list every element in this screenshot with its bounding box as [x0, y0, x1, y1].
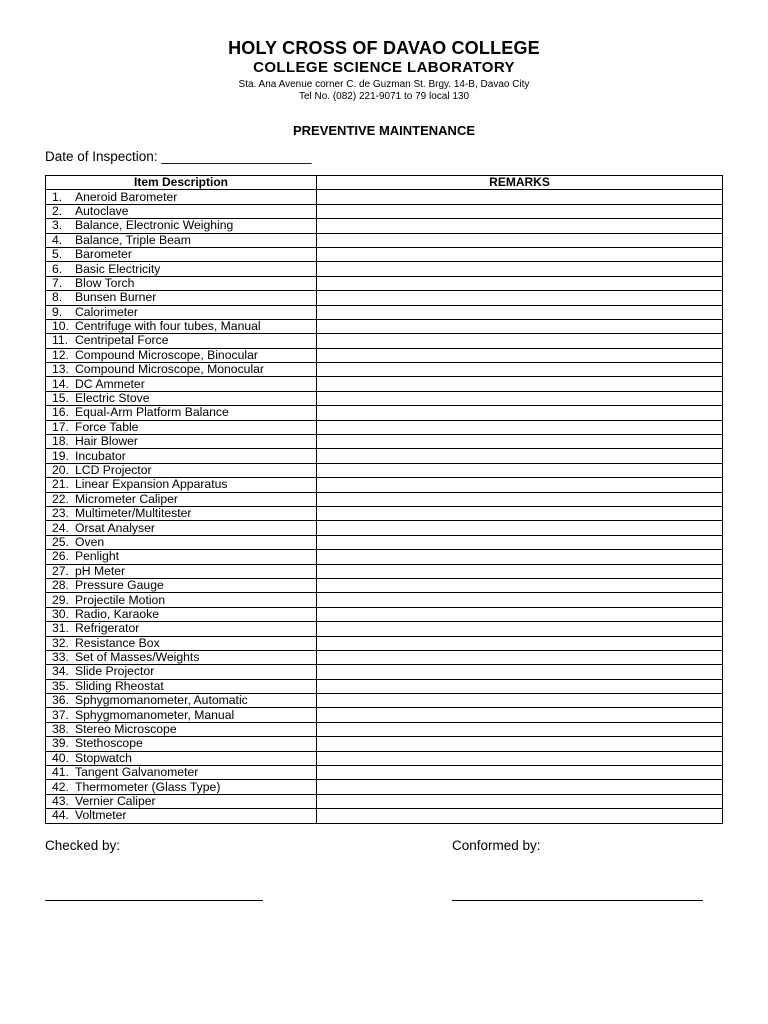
remarks-cell[interactable]	[317, 492, 723, 506]
item-name: Aneroid Barometer	[75, 189, 178, 204]
item-description-cell	[46, 478, 317, 492]
item-description-cell	[46, 420, 317, 434]
item-name: Compound Microscope, Monocular	[75, 362, 264, 377]
item-description-cell	[46, 449, 317, 463]
item-number: 5.	[52, 247, 63, 262]
item-description-cell	[46, 219, 317, 233]
item-name: Basic Electricity	[75, 261, 161, 276]
column-header-remarks: REMARKS	[317, 176, 723, 190]
item-description-cell	[46, 809, 317, 823]
remarks-cell[interactable]	[317, 794, 723, 808]
remarks-cell[interactable]	[317, 593, 723, 607]
item-number: 25.	[52, 535, 69, 549]
item-number: 27.	[52, 564, 69, 578]
item-name: Resistance Box	[75, 636, 160, 650]
conformed-by-label: Conformed by:	[452, 838, 541, 853]
table-row	[46, 578, 723, 592]
table-row	[46, 305, 723, 319]
item-description-cell	[46, 262, 317, 276]
remarks-cell[interactable]	[317, 737, 723, 751]
table-row	[46, 521, 723, 535]
table-row	[46, 247, 723, 261]
item-number: 44.	[52, 808, 69, 823]
lab-name: COLLEGE SCIENCE LABORATORY	[253, 59, 515, 76]
table-row	[46, 391, 723, 405]
document-header	[0, 38, 768, 103]
table-row	[46, 766, 723, 780]
item-name: Electric Stove	[75, 391, 150, 406]
remarks-cell[interactable]	[317, 190, 723, 204]
table-row	[46, 650, 723, 664]
item-name: Equal-Arm Platform Balance	[75, 405, 229, 420]
remarks-cell[interactable]	[317, 506, 723, 520]
item-number: 18.	[52, 434, 69, 449]
item-number: 10.	[52, 319, 69, 334]
remarks-cell[interactable]	[317, 363, 723, 377]
table-header-row	[46, 176, 723, 190]
item-description-cell	[46, 334, 317, 348]
remarks-cell[interactable]	[317, 319, 723, 333]
column-header-item: Item Description	[46, 176, 317, 190]
item-number: 22.	[52, 492, 69, 506]
item-name: Sliding Rheostat	[75, 679, 164, 693]
item-number: 33.	[52, 650, 69, 665]
item-description-cell	[46, 751, 317, 765]
remarks-cell[interactable]	[317, 665, 723, 679]
remarks-cell[interactable]	[317, 291, 723, 305]
item-number: 31.	[52, 621, 69, 636]
table-row	[46, 449, 723, 463]
item-number: 43.	[52, 794, 69, 808]
item-description-cell	[46, 564, 317, 578]
remarks-cell[interactable]	[317, 219, 723, 233]
remarks-cell[interactable]	[317, 780, 723, 794]
item-name: Stereo Microscope	[75, 722, 177, 737]
item-description-cell	[46, 722, 317, 736]
item-number: 37.	[52, 707, 69, 722]
maintenance-table	[45, 175, 723, 824]
item-number: 13.	[52, 362, 69, 377]
remarks-cell[interactable]	[317, 262, 723, 276]
item-name: DC Ammeter	[75, 376, 145, 391]
item-number: 16.	[52, 405, 69, 420]
item-number: 41.	[52, 765, 69, 780]
remarks-cell[interactable]	[317, 377, 723, 391]
item-name: Balance, Triple Beam	[75, 233, 191, 247]
item-name: Barometer	[75, 247, 132, 262]
table-row	[46, 679, 723, 693]
table-row	[46, 722, 723, 736]
table-row	[46, 463, 723, 477]
item-description-cell	[46, 694, 317, 708]
item-description-cell	[46, 766, 317, 780]
address: Sta. Ana Avenue corner C. de Guzman St. Brgy. 14-B, Davao City	[238, 79, 530, 90]
remarks-cell[interactable]	[317, 478, 723, 492]
table-row	[46, 406, 723, 420]
item-name: Refrigerator	[75, 621, 140, 636]
item-description-cell	[46, 636, 317, 650]
remarks-cell[interactable]	[317, 766, 723, 780]
item-name: Force Table	[75, 420, 139, 434]
item-description-cell	[46, 276, 317, 290]
table-row	[46, 694, 723, 708]
item-description-cell	[46, 319, 317, 333]
table-row	[46, 622, 723, 636]
item-number: 14.	[52, 376, 69, 391]
table-row	[46, 708, 723, 722]
remarks-cell[interactable]	[317, 247, 723, 261]
item-number: 17.	[52, 420, 69, 434]
item-number: 32.	[52, 636, 69, 650]
item-name: pH Meter	[75, 564, 126, 578]
item-name: Stethoscope	[75, 736, 143, 751]
remarks-cell[interactable]	[317, 391, 723, 405]
item-description-cell	[46, 391, 317, 405]
page-title: PREVENTIVE MAINTENANCE	[292, 123, 476, 138]
remarks-cell[interactable]	[317, 578, 723, 592]
item-description-cell	[46, 435, 317, 449]
item-name: Multimeter/Multitester	[75, 506, 192, 521]
item-name: Calorimeter	[75, 305, 138, 319]
item-description-cell	[46, 377, 317, 391]
item-name: Radio, Karaoke	[75, 607, 160, 621]
item-number: 24.	[52, 520, 69, 535]
item-description-cell	[46, 492, 317, 506]
item-number: 12.	[52, 348, 69, 362]
table-row	[46, 276, 723, 290]
remarks-cell[interactable]	[317, 420, 723, 434]
college-name: HOLY CROSS OF DAVAO COLLEGE	[228, 38, 540, 58]
table-row	[46, 607, 723, 621]
item-description-cell	[46, 233, 317, 247]
remarks-cell[interactable]	[317, 809, 723, 823]
remarks-cell[interactable]	[317, 607, 723, 621]
item-number: 7.	[52, 276, 63, 290]
item-name: Blow Torch	[75, 276, 135, 290]
remarks-cell[interactable]	[317, 276, 723, 290]
item-number: 20.	[52, 463, 69, 477]
conformed-by-signature-line[interactable]	[452, 900, 703, 901]
remarks-cell[interactable]	[317, 535, 723, 549]
remarks-cell[interactable]	[317, 348, 723, 362]
table-row	[46, 219, 723, 233]
remarks-cell[interactable]	[317, 751, 723, 765]
item-name: Orsat Analyser	[75, 520, 155, 535]
date-of-inspection-field[interactable]: Date of Inspection: ____________________	[45, 149, 312, 164]
item-description-cell	[46, 247, 317, 261]
item-number: 39.	[52, 736, 69, 751]
item-name: Tangent Galvanometer	[75, 765, 199, 780]
remarks-cell[interactable]	[317, 708, 723, 722]
item-description-cell	[46, 622, 317, 636]
item-number: 42.	[52, 779, 69, 794]
table-row	[46, 190, 723, 204]
table-row	[46, 751, 723, 765]
item-number: 15.	[52, 391, 69, 406]
table-row	[46, 809, 723, 823]
item-name: Thermometer (Glass Type)	[75, 779, 221, 794]
item-description-cell	[46, 305, 317, 319]
item-description-cell	[46, 607, 317, 621]
remarks-cell[interactable]	[317, 679, 723, 693]
item-number: 19.	[52, 448, 69, 463]
item-name: Set of Masses/Weights	[75, 650, 200, 665]
item-name: Oven	[75, 535, 105, 549]
item-name: Projectile Motion	[75, 592, 166, 607]
remarks-cell[interactable]	[317, 406, 723, 420]
item-description-cell	[46, 190, 317, 204]
table-row	[46, 334, 723, 348]
table-row	[46, 665, 723, 679]
item-number: 38.	[52, 722, 69, 737]
item-description-cell	[46, 406, 317, 420]
table-row	[46, 291, 723, 305]
item-description-cell	[46, 506, 317, 520]
item-number: 40.	[52, 751, 69, 765]
item-number: 28.	[52, 578, 69, 593]
item-description-cell	[46, 578, 317, 592]
item-description-cell	[46, 708, 317, 722]
item-description-cell	[46, 794, 317, 808]
remarks-cell[interactable]	[317, 550, 723, 564]
item-description-cell	[46, 665, 317, 679]
item-description-cell	[46, 650, 317, 664]
table-row	[46, 535, 723, 549]
item-description-cell	[46, 291, 317, 305]
table-row	[46, 348, 723, 362]
item-number: 30.	[52, 607, 69, 621]
item-number: 3.	[52, 218, 63, 233]
item-name: Incubator	[75, 448, 126, 463]
item-number: 23.	[52, 506, 69, 521]
item-name: Sphygmomanometer, Automatic	[75, 693, 248, 708]
remarks-cell[interactable]	[317, 204, 723, 218]
remarks-cell[interactable]	[317, 622, 723, 636]
item-description-cell	[46, 363, 317, 377]
table-row	[46, 636, 723, 650]
item-number: 21.	[52, 477, 69, 492]
telephone: Tel No. (082) 221-9071 to 79 local 130	[298, 91, 470, 102]
remarks-cell[interactable]	[317, 334, 723, 348]
table-row	[46, 564, 723, 578]
remarks-cell[interactable]	[317, 305, 723, 319]
item-number: 26.	[52, 549, 69, 564]
item-number: 1.	[52, 189, 63, 204]
table-row	[46, 506, 723, 520]
item-name: Sphygmomanometer, Manual	[75, 707, 235, 722]
item-description-cell	[46, 593, 317, 607]
table-row	[46, 204, 723, 218]
item-description-cell	[46, 204, 317, 218]
table-row	[46, 794, 723, 808]
remarks-cell[interactable]	[317, 463, 723, 477]
table-row	[46, 233, 723, 247]
table-row	[46, 377, 723, 391]
item-name: Stopwatch	[75, 751, 132, 765]
item-name: Compound Microscope, Binocular	[75, 348, 258, 362]
remarks-cell[interactable]	[317, 650, 723, 664]
item-name: Centripetal Force	[75, 333, 169, 348]
item-number: 6.	[52, 261, 63, 276]
item-number: 35.	[52, 679, 69, 693]
item-name: Penlight	[75, 549, 120, 564]
item-name: Vernier Caliper	[75, 794, 156, 808]
item-name: Slide Projector	[75, 664, 155, 679]
item-description-cell	[46, 535, 317, 549]
table-row	[46, 593, 723, 607]
item-description-cell	[46, 550, 317, 564]
item-description-cell	[46, 463, 317, 477]
item-number: 36.	[52, 693, 69, 708]
item-description-cell	[46, 780, 317, 794]
table-row	[46, 435, 723, 449]
item-number: 9.	[52, 305, 63, 319]
item-description-cell	[46, 348, 317, 362]
table-row	[46, 492, 723, 506]
checked-by-label: Checked by:	[45, 838, 121, 853]
item-number: 34.	[52, 664, 69, 679]
item-description-cell	[46, 737, 317, 751]
item-name: Voltmeter	[75, 808, 127, 823]
remarks-cell[interactable]	[317, 449, 723, 463]
item-description-cell	[46, 679, 317, 693]
table-row	[46, 780, 723, 794]
item-description-cell	[46, 521, 317, 535]
table-row	[46, 319, 723, 333]
item-name: Bunsen Burner	[75, 290, 157, 305]
item-number: 8.	[52, 290, 63, 305]
remarks-cell[interactable]	[317, 722, 723, 736]
checked-by-signature-line[interactable]	[45, 900, 263, 901]
item-number: 4.	[52, 233, 63, 247]
item-name: Hair Blower	[75, 434, 138, 449]
item-number: 11.	[52, 333, 69, 348]
item-name: Pressure Gauge	[75, 578, 164, 593]
table-row	[46, 363, 723, 377]
item-number: 2.	[52, 204, 63, 218]
remarks-cell[interactable]	[317, 521, 723, 535]
remarks-cell[interactable]	[317, 564, 723, 578]
item-name: Centrifuge with four tubes, Manual	[75, 319, 261, 334]
remarks-cell[interactable]	[317, 694, 723, 708]
item-name: Balance, Electronic Weighing	[75, 218, 234, 233]
item-name: Micrometer Caliper	[75, 492, 178, 506]
item-name: Autoclave	[75, 204, 129, 218]
remarks-cell[interactable]	[317, 636, 723, 650]
item-name: LCD Projector	[75, 463, 152, 477]
table-row	[46, 262, 723, 276]
item-number: 29.	[52, 592, 69, 607]
table-row	[46, 550, 723, 564]
table-row	[46, 420, 723, 434]
table-row	[46, 737, 723, 751]
table-row	[46, 478, 723, 492]
item-name: Linear Expansion Apparatus	[75, 477, 228, 492]
remarks-cell[interactable]	[317, 435, 723, 449]
remarks-cell[interactable]	[317, 233, 723, 247]
